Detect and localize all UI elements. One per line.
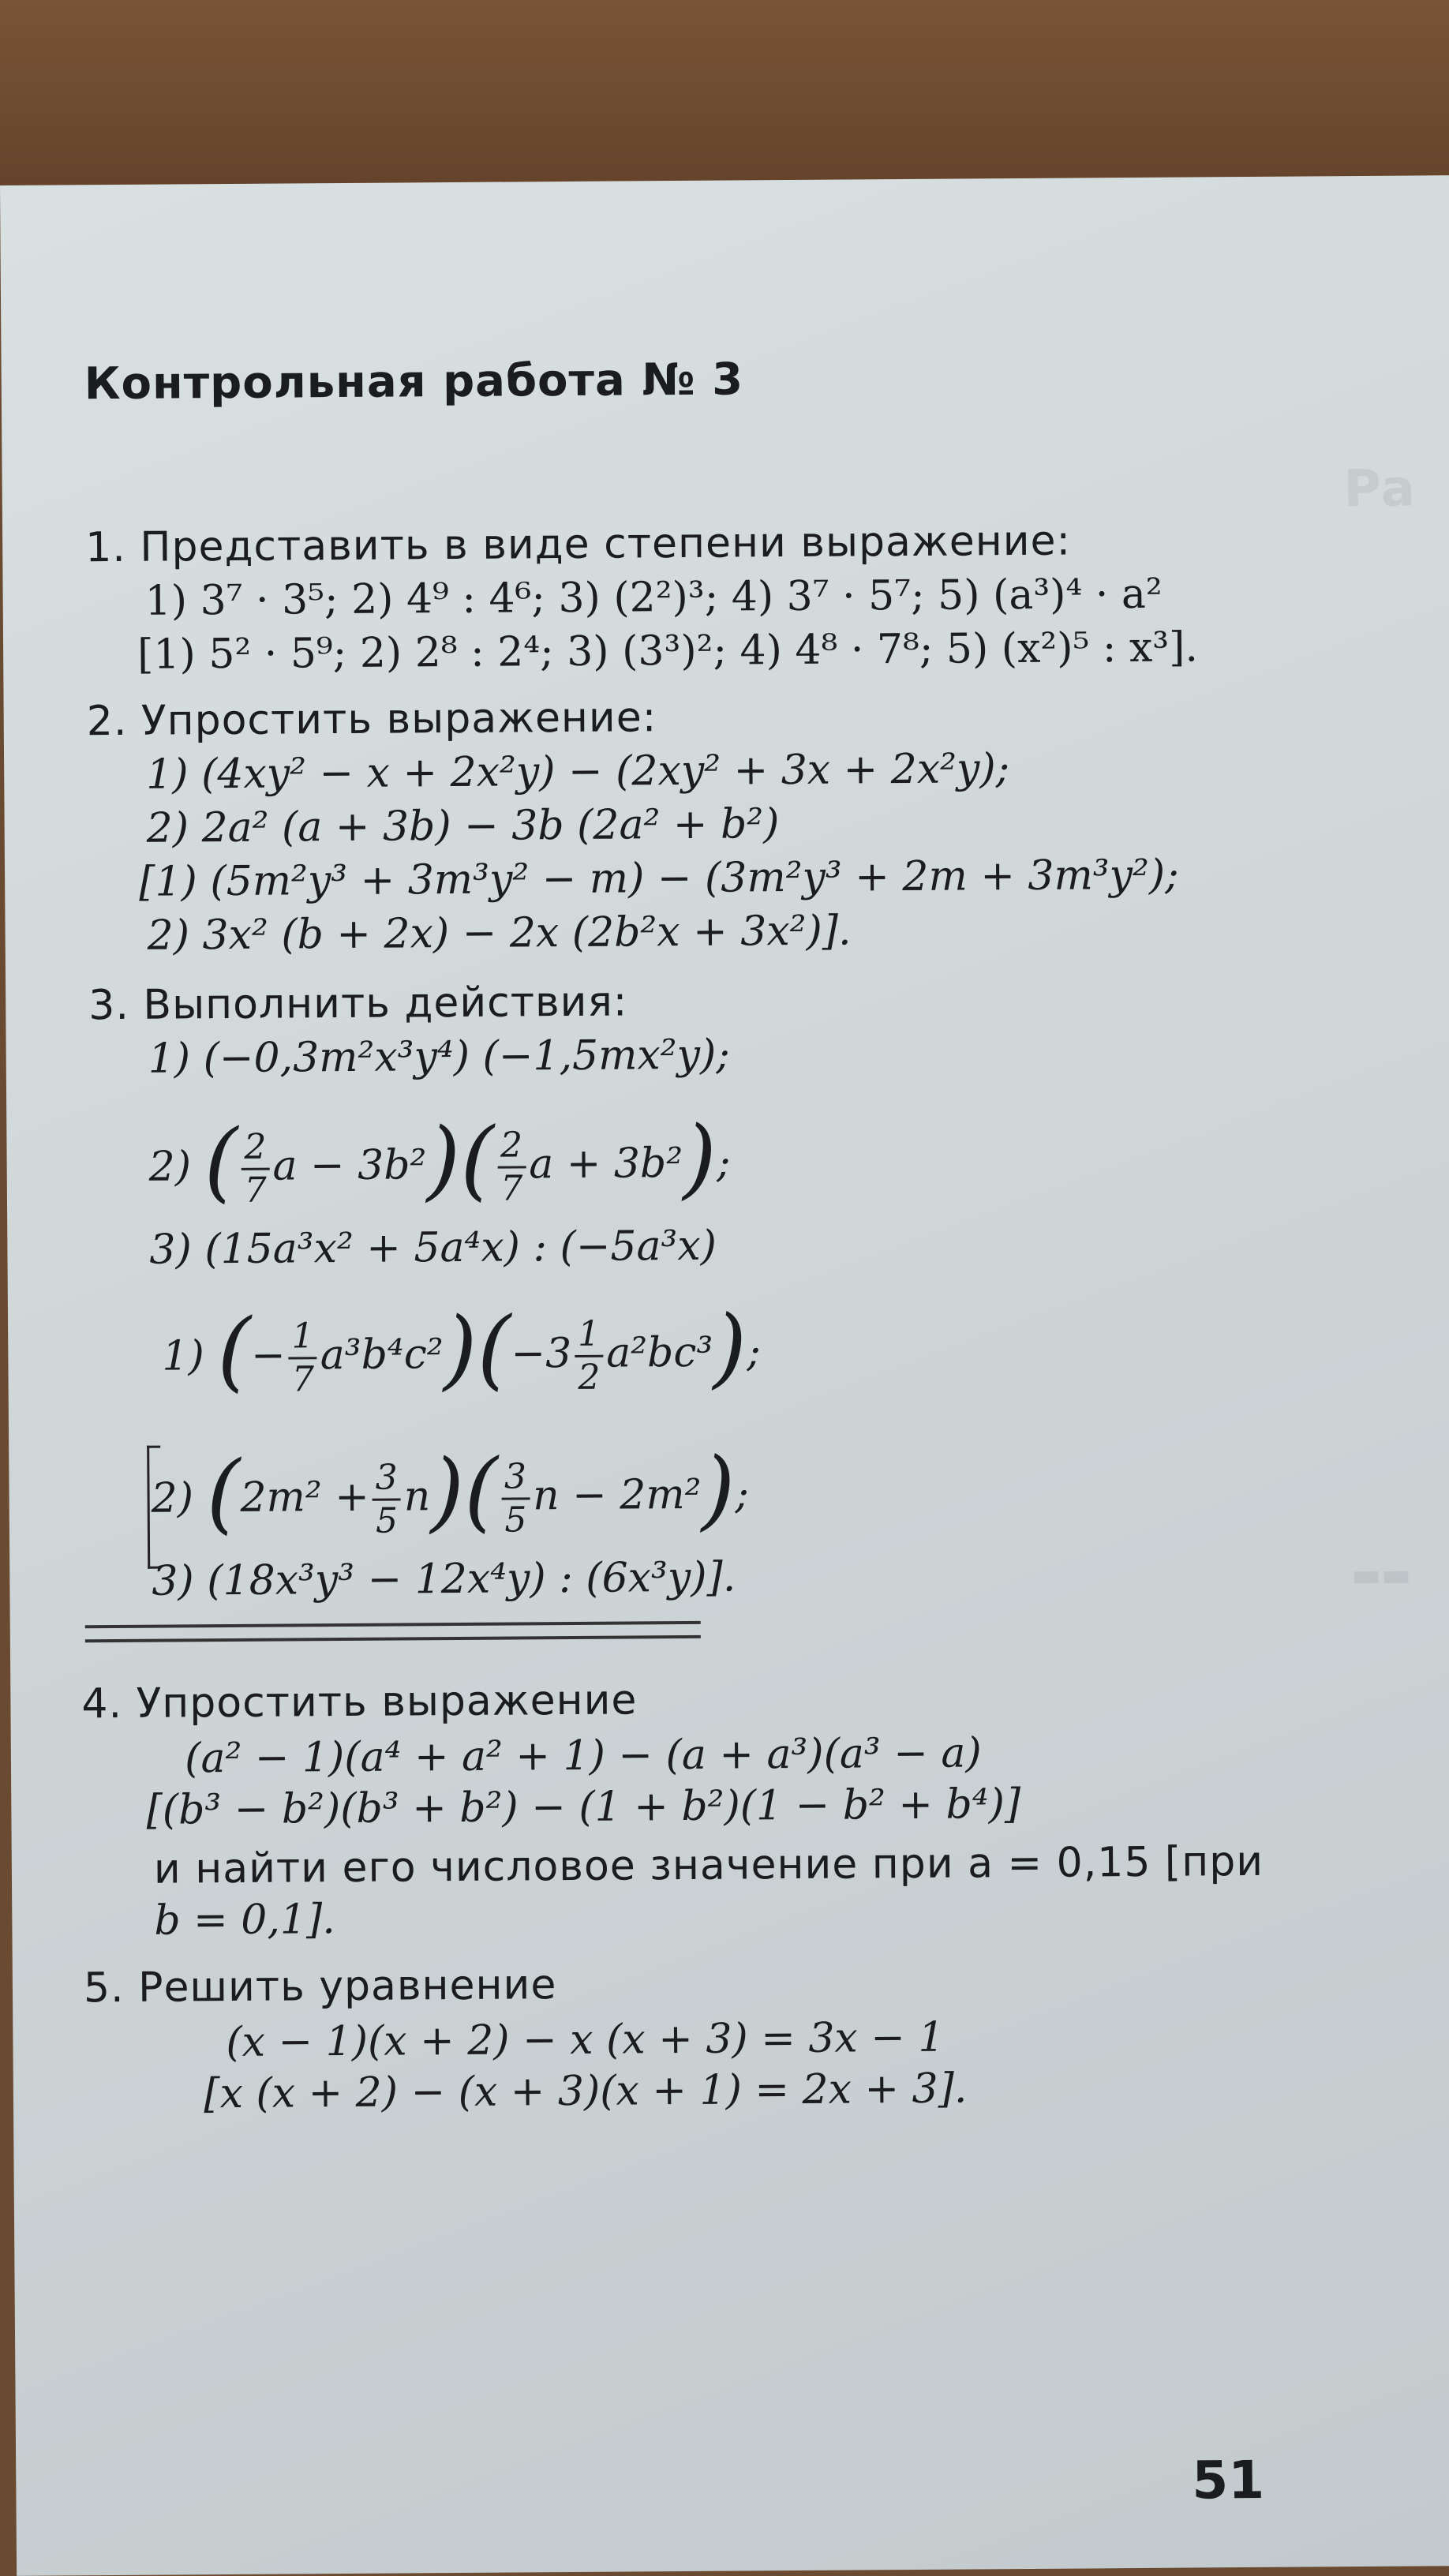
fraction — [497, 1125, 526, 1209]
fraction — [575, 1313, 604, 1398]
textbook-page — [0, 175, 1449, 2576]
task-4-expression-alt: [(b³ − b²)(b³ + b²) − (1 + b²)(1 − b² + b⁴)] — [146, 1780, 1021, 1834]
task-2-heading: 2. Упростить выражение: — [86, 694, 657, 746]
fraction — [501, 1456, 530, 1541]
denominator: 7 — [291, 1359, 315, 1400]
task-1-heading: 1. Представить в виде степени выражение: — [84, 517, 1072, 572]
term: n − 2m² — [532, 1470, 702, 1520]
right-paren: ) — [443, 1297, 478, 1400]
term: 2m² + — [240, 1473, 369, 1522]
numerator: 2 — [500, 1125, 523, 1166]
right-paren: ) — [682, 1106, 717, 1208]
denominator: 5 — [375, 1500, 399, 1541]
fraction — [372, 1457, 401, 1541]
right-paren: ) — [425, 1108, 461, 1211]
page-title: Контрольная работа № 3 — [84, 354, 744, 410]
task-5-equation: (x − 1)(x + 2) − x (x + 3) = 3x − 1 — [226, 2013, 945, 2067]
numerator: 3 — [375, 1457, 398, 1498]
term: n — [403, 1473, 431, 1521]
task-3-heading: 3. Выполнить действия: — [88, 978, 628, 1030]
task-4-heading: 4. Упростить выражение — [81, 1676, 638, 1728]
page-number: 51 — [1192, 2449, 1265, 2511]
left-paren: ( — [216, 1299, 252, 1402]
denominator: 2 — [578, 1357, 601, 1398]
task-3-line-6: 3) (18x³y³ − 12x⁴y) : (6x³y)]. — [152, 1553, 736, 1605]
left-paren: ( — [204, 1110, 238, 1212]
task-4-expression: (a² − 1)(a⁴ + a² + 1) − (a + a³)(a³ − a) — [184, 1729, 982, 1783]
task-4-condition-cont: b = 0,1]. — [154, 1896, 335, 1945]
left-paren: ( — [206, 1441, 241, 1544]
task-2-line-1: 1) (4xy² − x + 2x²y) − (2xy² + 3x + 2x²y); — [146, 745, 1010, 799]
task-2-line-4: 2) 3x² (b + 2x) − 2x (2b²x + 3x²)]. — [147, 907, 852, 960]
right-paren: ) — [700, 1438, 736, 1540]
task-4-condition: и найти его числовое значение при a = 0,15 [при — [153, 1837, 1264, 1893]
right-paren: ) — [712, 1296, 747, 1398]
fraction — [288, 1316, 317, 1400]
section-divider — [85, 1621, 701, 1642]
term: a − 3b² — [272, 1141, 427, 1190]
task-1-line-1: 1) 3⁷ · 3⁵; 2) 4⁹ : 4⁶; 3) (2²)³; 4) 3⁷ · 5⁷; 5) (a³)⁴ · a² — [144, 570, 1163, 625]
item-number: 1) — [162, 1332, 204, 1380]
term: a + 3b² — [528, 1139, 683, 1189]
task-3-line-4: 1) (− $\frac{1}{7}$ a³b⁴c²)(−3 $\frac{1}{2}$ a²bc³); — [162, 1296, 761, 1402]
whole-number: −3 — [511, 1329, 572, 1378]
right-paren: ) — [429, 1440, 465, 1542]
item-number: 2) — [151, 1474, 194, 1522]
item-number: 2) — [148, 1143, 192, 1191]
bleed-through-text: ▬▬ — [1351, 1556, 1412, 1594]
fraction — [241, 1126, 270, 1211]
denominator: 5 — [504, 1500, 527, 1541]
term: a²bc³ — [605, 1328, 713, 1377]
task-1-line-2: [1) 5² · 5⁹; 2) 2⁸ : 2⁴; 3) (3³)²; 4) 4⁸ · 7⁸; 5) (x²)⁵ : x³]. — [137, 623, 1199, 679]
task-3-line-2: 2) ( $\frac{2}{7}$ a − 3b²)( $\frac{2}{7}$ a + 3b²); — [148, 1106, 731, 1212]
numerator: 3 — [504, 1456, 527, 1497]
task-3-line-1: 1) (−0,3m²x³y⁴) (−1,5mx²y); — [148, 1031, 730, 1083]
task-5-equation-alt: [x (x + 2) − (x + 3)(x + 1) = 2x + 3]. — [204, 2065, 968, 2118]
task-2-line-3: [1) (5m²y³ + 3m³y² − m) − (3m²y³ + 2m + 3m³y²); — [138, 851, 1179, 906]
left-paren: ( — [477, 1297, 511, 1399]
task-5-heading: 5. Решить уравнение — [83, 1961, 557, 2012]
task-2-line-2: 2) 2a² (a + 3b) − 3b (2a² + b²) — [146, 800, 780, 852]
task-3-line-5: 2) (2m² + $\frac{3}{5}$ n)( $\frac{3}{5}$ n − 2m²); — [151, 1438, 750, 1544]
left-paren: ( — [463, 1440, 499, 1541]
denominator: 7 — [500, 1168, 523, 1209]
task-3-line-3: 3) (15a³x² + 5a⁴x) : (−5a³x) — [149, 1222, 717, 1274]
numerator: 1 — [291, 1316, 314, 1357]
bleed-through-text: Ра — [1343, 459, 1416, 519]
term: a³b⁴c² — [320, 1331, 444, 1380]
numerator: 2 — [244, 1126, 267, 1167]
denominator: 7 — [244, 1170, 267, 1211]
numerator: 1 — [577, 1313, 601, 1354]
left-paren: ( — [459, 1108, 495, 1210]
